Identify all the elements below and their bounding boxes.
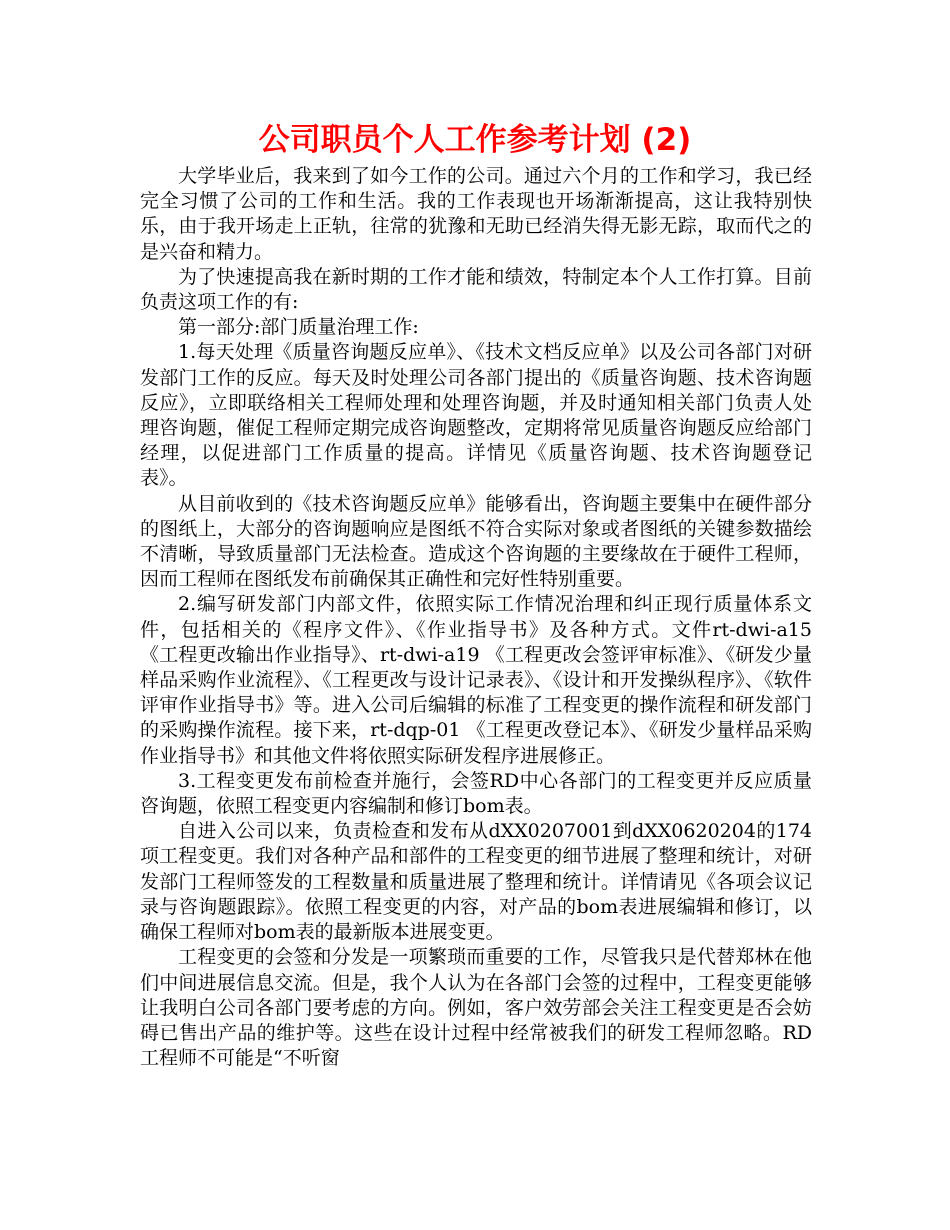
paragraph: 自进入公司以来，负责检查和发布从dXX0207001到dXX0620204的174项工程变更。我们对各种产品和部件的工程变更的细节进展了整理和统计，对研发部门工程师签发的工程数量和质量进展了整理和统计。详情请见《各项会议记录与咨询题跟踪》。依照工程变更的内容，对产品的bom表进展编辑和修订，以确保工程师对bom表的最新版本进展变更。	[140, 820, 812, 944]
paragraph: 3.工程变更发布前检查并施行，会签RD中心各部门的工程变更并反应质量咨询题，依照工程变更内容编制和修订bom表。	[140, 769, 812, 818]
paragraph: 2.编写研发部门内部文件，依照实际工作情况治理和纠正现行质量体系文件，包括相关的《程序文件》、《作业指导书》及各种方式。文件rt-dwi-a15 《工程更改输出作业指导》、rt-dwi-a19 《工程更改会签评审标准》、《研发少量样品采购作业流程》、《工程更改与设计记录表》、《设计和开发操纵程序》、《软件评审作业指导书》等。进入公司后编辑的标准了工程变更的操作流程和研发部门的采购操作流程。接下来，rt-dqp-01 《工程更改登记本》、《研发少量样品采购作业指导书》和其他文件将依照实际研发程序进展修正。	[140, 593, 812, 767]
paragraph: 第一部分:部门质量治理工作:	[178, 316, 419, 339]
document-title: 公司职员个人工作参考计划 (2)	[258, 122, 692, 158]
paragraph: 为了快速提高我在新时期的工作才能和绩效，特制定本个人工作打算。目前负责这项工作的有:	[140, 265, 812, 314]
paragraph: 大学毕业后，我来到了如今工作的公司。通过六个月的工作和学习，我已经完全习惯了公司的工作和生活。我的工作表现也开场渐渐提高，这让我特别快乐，由于我开场走上正轨，往常的犹豫和无助已经消失得无影无踪，取而代之的是兴奋和精力。	[140, 165, 812, 263]
paragraph: 1.每天处理《质量咨询题反应单》、《技术文档反应单》以及公司各部门对研发部门工作的反应。每天及时处理公司各部门提出的《质量咨询题、技术咨询题反应》，立即联络相关工程师处理和处理咨询题，并及时通知相关部门负责人处理咨询题，催促工程师定期完成咨询题整改，定期将常见质量咨询题反应给部门经理，以促进部门工作质量的提高。详情见《质量咨询题、技术咨询题登记表》。	[140, 341, 812, 490]
document-body	[140, 164, 812, 1071]
paragraph: 从目前收到的《技术咨询题反应单》能够看出，咨询题主要集中在硬件部分的图纸上，大部分的咨询题响应是图纸不符合实际对象或者图纸的关键参数描绘不清晰，导致质量部门无法检查。造成这个咨询题的主要缘故在于硬件工程师，因而工程师在图纸发布前确保其正确性和完好性特别重要。	[140, 492, 812, 591]
paragraph: 工程变更的会签和分发是一项繁琐而重要的工作，尽管我只是代替郑林在他们中间进展信息交流。但是，我个人认为在各部门会签的过程中，工程变更能够让我明白公司各部门要考虑的方向。例如，客户效劳部会关注工程变更是否会妨碍已售出产品的维护等。这些在设计过程中经常被我们的研发工程师忽略。RD工程师不可能是“不听窗	[140, 946, 812, 1070]
